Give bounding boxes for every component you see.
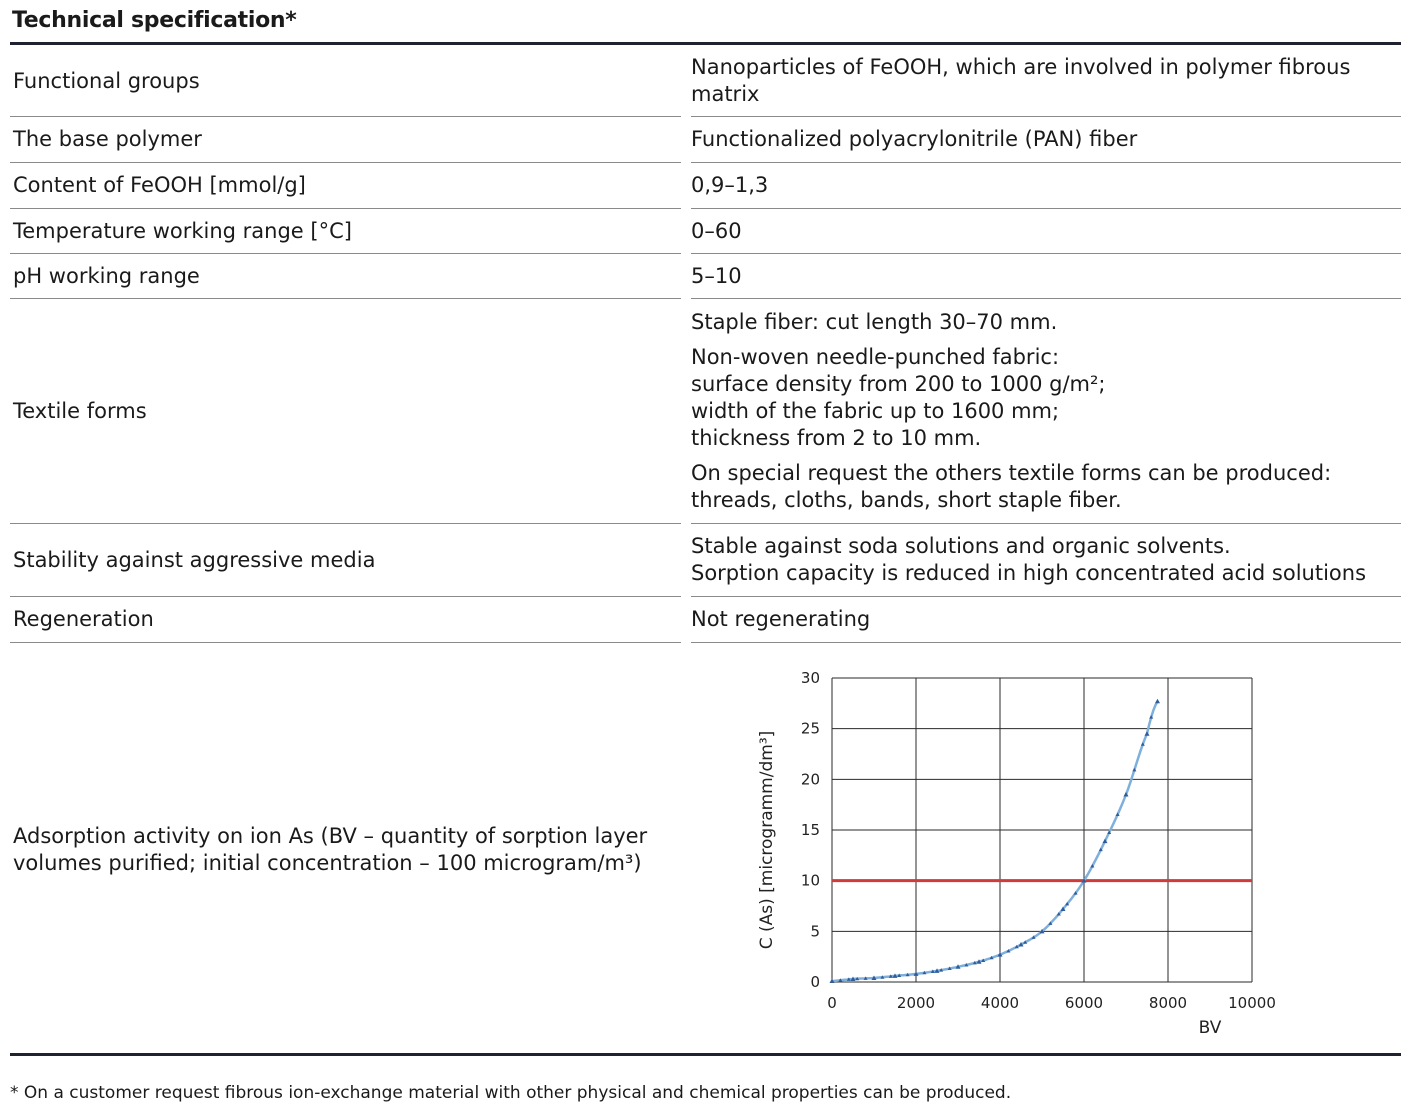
x-tick-label: 8000 xyxy=(1148,994,1188,1012)
title-divider xyxy=(10,42,1401,45)
y-tick-label: 15 xyxy=(800,821,820,839)
series-line xyxy=(832,701,1158,981)
spec-value: Functionalized polyacrylonitrile (PAN) fiber xyxy=(691,127,1138,151)
spec-value: 0–60 xyxy=(691,218,742,243)
y-tick-label: 25 xyxy=(800,719,820,738)
spec-value: Nanoparticles of FeOOH, which are involved in polymer fibrous matrix xyxy=(691,55,1351,106)
spec-label: Temperature working range [°C] xyxy=(13,218,352,243)
spec-label: Functional groups xyxy=(13,68,200,93)
x-tick-label: 2000 xyxy=(896,994,936,1012)
spec-label: Regeneration xyxy=(13,607,154,631)
spec-label: Textile forms xyxy=(13,398,147,423)
bottom-divider xyxy=(10,1053,1401,1056)
spec-value: 0,9–1,3 xyxy=(691,173,769,197)
chart-description: Adsorption activity on ion As (BV – quantity of sorption layer volumes purified; initial concentration – 100 microgram/m³) xyxy=(13,824,648,875)
spec-row-ph xyxy=(0,254,1412,299)
spec-label: Content of FeOOH [mmol/g] xyxy=(13,173,306,197)
x-tick-label: 10000 xyxy=(1228,994,1276,1012)
spec-label: pH working range xyxy=(13,263,200,288)
spec-value: 5–10 xyxy=(691,263,742,288)
data-point xyxy=(1145,731,1150,736)
spec-row-feooh-content xyxy=(0,163,1412,209)
data-point xyxy=(1155,699,1160,704)
spec-value-paragraph: Non-woven needle-punched fabric: surface density from 200 to 1000 g/m²; width of the fabric up to 1600 mm; thickness from 2 to 10 mm. xyxy=(691,344,1106,450)
y-tick-label: 20 xyxy=(800,770,820,789)
spec-value-paragraph: Staple fiber: cut length 30–70 mm. xyxy=(691,309,1058,334)
spec-label: Stability against aggressive media xyxy=(13,547,376,572)
footnote: * On a customer request fibrous ion-exchange material with other physical and chemical properties can be produced. xyxy=(10,1083,1012,1103)
y-axis-label: C (As) [microgramm/dm³] xyxy=(757,730,777,950)
spec-label: The base polymer xyxy=(13,127,202,151)
page-title: Technical specification* xyxy=(12,8,297,33)
y-tick-label: 5 xyxy=(810,922,820,941)
spec-row-base-polymer xyxy=(0,117,1412,163)
spec-row-temperature xyxy=(0,209,1412,254)
spec-row-functional-groups xyxy=(0,46,1412,117)
x-tick-label: 4000 xyxy=(980,994,1020,1012)
spec-value: Stable against soda solutions and organic solvents. Sorption capacity is reduced in high concentrated acid solutions xyxy=(691,534,1367,585)
x-tick-label: 0 xyxy=(827,994,837,1012)
y-tick-label: 30 xyxy=(800,669,820,687)
spec-row-regeneration xyxy=(0,597,1412,643)
adsorption-chart xyxy=(740,662,1280,1047)
y-tick-label: 0 xyxy=(810,973,820,991)
spec-value-paragraph: On special request the others textile forms can be produced: threads, cloths, bands, short staple fiber. xyxy=(691,460,1332,512)
spec-row-stability xyxy=(0,524,1412,597)
x-axis-label: BV xyxy=(1198,1018,1222,1038)
y-tick-label: 10 xyxy=(800,871,820,890)
spec-value: Not regenerating xyxy=(691,607,871,631)
spec-row-textile-forms xyxy=(0,299,1412,524)
x-tick-label: 6000 xyxy=(1064,994,1104,1012)
